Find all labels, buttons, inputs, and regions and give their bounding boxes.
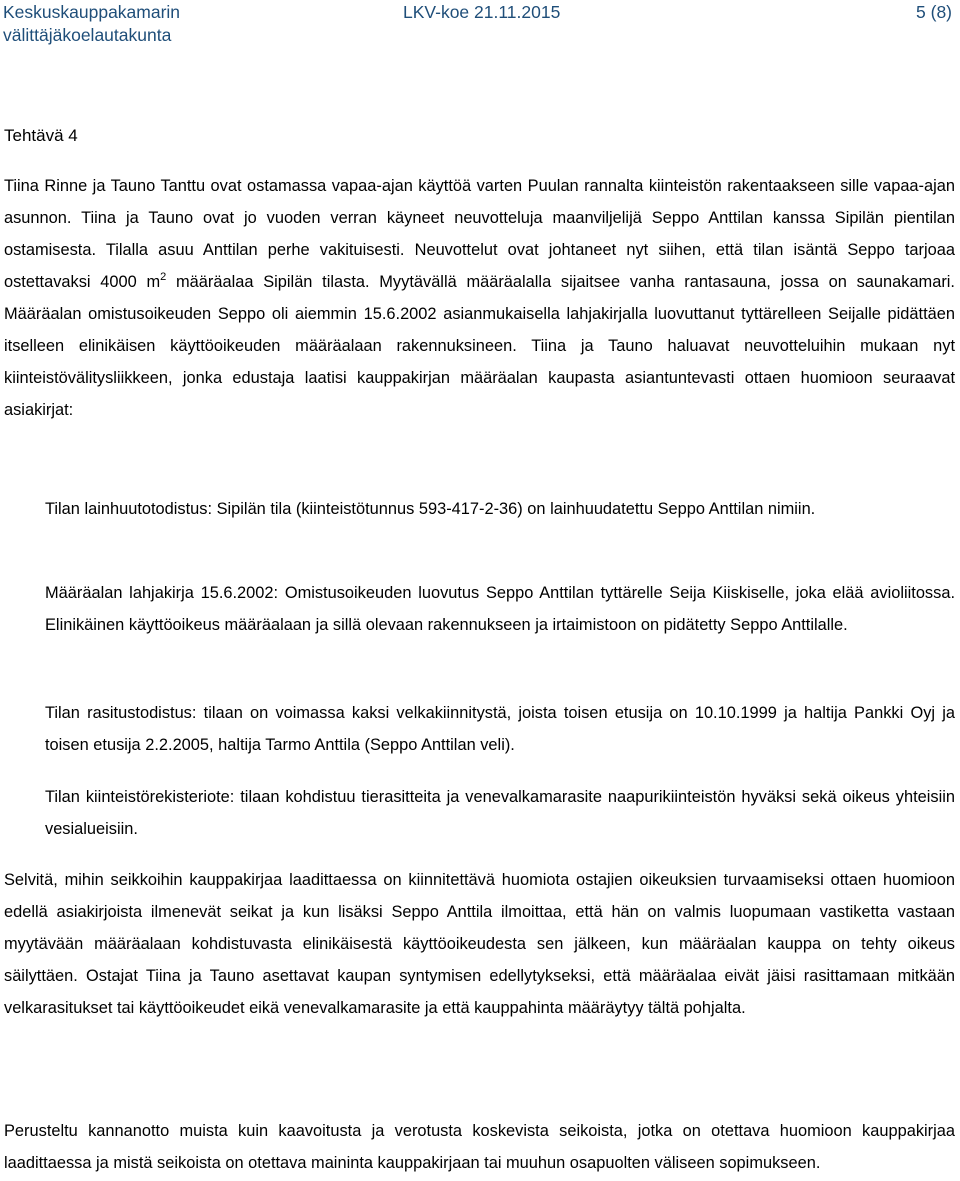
- document-item-title-deed: Tilan lainhuutotodistus: Sipilän tila (kiinteistötunnus 593-417-2-36) on lainhuudatettu Seppo Anttilan nimiin.: [45, 500, 816, 518]
- header-organization: [3, 1, 180, 47]
- question-paragraph-2: Perusteltu kannanotto muista kuin kaavoitusta ja verotusta koskevista seikoista, jotka on otettava huomioon kauppakirjaa laadittaessa ja mistä seikoista on otettava maininta kauppakirjaan tai muuhun osapuolten väliseen sopimukseen.: [4, 1122, 955, 1172]
- document-item-gift-deed: Määräalan lahjakirja 15.6.2002: Omistusoikeuden luovutus Seppo Anttilan tyttärelle Seija Kiiskiselle, joka elää avioliitossa. Elinikäinen käyttöoikeus määräalaan ja sillä olevaan rakennukseen ja irtaimistoon on pidätetty Seppo Anttilalle.: [45, 584, 955, 634]
- intro-paragraph: [4, 170, 955, 426]
- header-page-number: 5 (8): [916, 2, 952, 22]
- question-paragraph-1: Selvitä, mihin seikkoihin kauppakirjaa laadittaessa on kiinnitettävä huomiota ostajien oikeuksien turvaamiseksi ottaen huomioon edellä asiakirjoista ilmenevät seikat ja kun lisäksi Seppo Anttila ilmoittaa, että hän on valmis luopumaan vastiketta vastaan myytävään määräalaan kohdistuvasta elinikäisestä käyttöoikeudesta sen jälkeen, kun määräalan kauppa on tehty oikeus säilyttäen. Ostajat Tiina ja Tauno asettavat kaupan syntymisen edellytykseksi, että määräalaa eivät jäisi rasittamaan mitkään velkarasitukset tai käyttöoikeudet eikä venevalkamarasite ja että kauppahinta määräytyy tältä pohjalta.: [4, 871, 955, 1017]
- page-header: [3, 0, 952, 50]
- header-exam-title: LKV-koe 21.11.2015: [403, 2, 561, 22]
- intro-text-b: määräalaa Sipilän tilasta. Myytävällä määräalalla sijaitsee vanha rantasauna, jossa on saunakamari. Määräalan omistusoikeuden Seppo oli aiemmin 15.6.2002 asianmukaisella lahjakirjalla luovuttanut tyttärelleen Seijalle pidättäen itselleen elinikäisen käyttöoikeuden määräalaan rakennuksineen. Tiina ja Tauno haluavat neuvotteluihin mukaan nyt kiinteistövälitysliikkeen, jonka edustaja laatisi kauppakirjan määräalan kaupasta asiantuntevasti ottaen huomioon seuraavat asiakirjat:: [4, 273, 955, 419]
- task-title: Tehtävä 4: [4, 126, 78, 145]
- intro-text-a: Tiina Rinne ja Tauno Tanttu ovat ostamassa vapaa-ajan käyttöä varten Puulan rannalta kiinteistön rakentaakseen sille vapaa-ajan asunnon. Tiina ja Tauno ovat jo vuoden verran käyneet neuvotteluja maanviljelijä Seppo Anttilan kanssa Sipilän pientilan ostamisesta. Tilalla asuu Anttilan perhe vakituisesti. Neuvottelut ovat johtaneet nyt siihen, että tilan isäntä Seppo tarjoaa ostettavaksi 4000 m: [4, 177, 955, 291]
- header-organization-line1: Keskuskauppakamarin: [3, 2, 181, 22]
- document-item-encumbrance-certificate: Tilan rasitustodistus: tilaan on voimassa kaksi velkakiinnitystä, joista toisen etusija on 10.10.1999 ja haltija Pankki Oyj ja toisen etusija 2.2.2005, haltija Tarmo Anttila (Seppo Anttilan veli).: [45, 704, 955, 754]
- intro-superscript: 2: [160, 270, 167, 283]
- document-item-register-extract: Tilan kiinteistörekisteriote: tilaan kohdistuu tierasitteita ja venevalkamarasite naapurikiinteistön hyväksi sekä oikeus yhteisiin vesialueisiin.: [45, 788, 955, 838]
- header-organization-line2: välittäjäkoelautakunta: [3, 25, 172, 45]
